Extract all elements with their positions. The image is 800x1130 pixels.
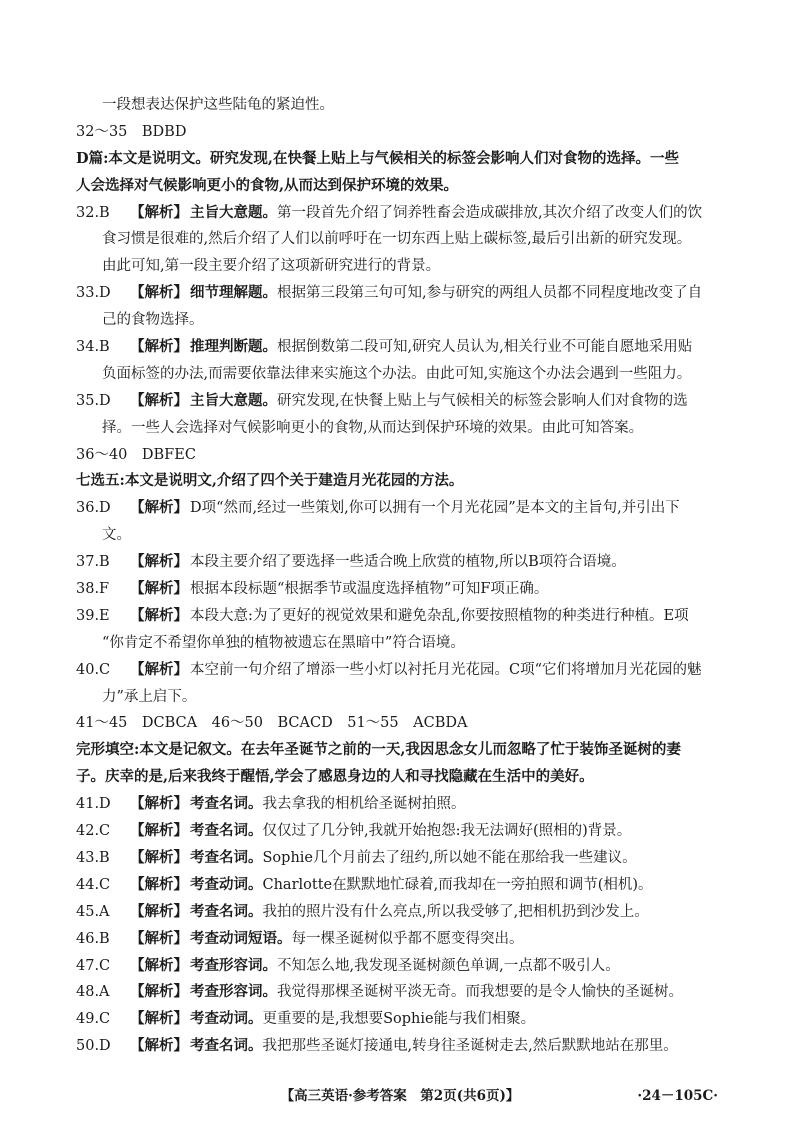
answer-item xyxy=(76,499,728,517)
answer-item xyxy=(76,1010,728,1028)
continuation-line xyxy=(76,634,728,652)
analysis-tag: 【解析】 xyxy=(130,660,188,678)
continuation-line xyxy=(76,688,728,706)
continuation-line xyxy=(76,96,728,114)
summary-text: 人会选择对气候影响更小的食物,从而达到保护环境的效果。 xyxy=(76,176,459,194)
question-type: 考查名词。 xyxy=(190,822,263,840)
question-type: 考查形容词。 xyxy=(190,956,277,974)
item-number: 49.C xyxy=(76,1011,111,1028)
continuation-line xyxy=(76,419,728,437)
question-type: 考查动词。 xyxy=(190,1010,263,1028)
question-type: 考查动词。 xyxy=(190,875,263,893)
answer-item xyxy=(76,204,728,222)
answer-item xyxy=(76,392,728,410)
question-type: 主旨大意题。 xyxy=(190,203,277,221)
footer-code: ·24－105C· xyxy=(637,1088,718,1104)
item-text: 我把那些圣诞灯接通电,转身往圣诞树走去,然后默默地站在那里。 xyxy=(262,1038,678,1055)
analysis-tag: 【解析】 xyxy=(130,580,188,598)
answer-item xyxy=(76,876,728,894)
analysis-tag: 【解析】 xyxy=(130,338,188,356)
answer-item xyxy=(76,903,728,921)
item-text: 我去拿我的相机给圣诞树拍照。 xyxy=(262,796,466,813)
analysis-tag: 【解析】 xyxy=(130,875,188,893)
page-footer xyxy=(0,1087,800,1105)
analysis-tag: 【解析】 xyxy=(130,203,188,221)
answer-key-content xyxy=(76,96,728,1064)
line-text: 文。 xyxy=(102,527,131,544)
item-text: Sophie几个月前去了纽约,所以她不能在那给我一些建议。 xyxy=(262,849,637,866)
item-number: 41.D xyxy=(76,796,111,813)
item-number: 39.E xyxy=(76,607,110,624)
analysis-tag: 【解析】 xyxy=(130,795,188,813)
question-type: 考查名词。 xyxy=(190,848,263,866)
line-text: 力”承上启下。 xyxy=(102,688,197,705)
analysis-tag: 【解析】 xyxy=(130,553,188,571)
answer-group xyxy=(76,123,728,141)
analysis-tag: 【解析】 xyxy=(130,606,188,624)
item-text: 每一棵圣诞树似乎都不愿变得突出。 xyxy=(291,930,524,947)
item-number: 48.A xyxy=(76,984,110,1001)
analysis-tag: 【解析】 xyxy=(130,956,188,974)
item-number: 46.B xyxy=(76,930,110,947)
answer-item xyxy=(76,338,728,356)
item-text: 仅仅过了几分钟,我就开始抱怨:我无法调好(照相的)背景。 xyxy=(262,823,632,840)
item-number: 42.C xyxy=(76,823,111,840)
section-summary xyxy=(76,150,728,168)
answer-item xyxy=(76,822,728,840)
item-number: 50.D xyxy=(76,1038,111,1055)
item-number: 34.B xyxy=(76,339,110,356)
summary-text: D篇:本文是说明文。研究发现,在快餐上贴上与气候相关的标签会影响人们对食物的选择。一些 xyxy=(76,149,679,167)
analysis-tag: 【解析】 xyxy=(130,1010,188,1028)
continuation-line xyxy=(76,230,728,248)
summary-text: 子。庆幸的是,后来我终于醒悟,学会了感恩身边的人和寻找隐藏在生活中的美好。 xyxy=(76,768,594,786)
answer-item xyxy=(76,983,728,1001)
item-text: 根据倒数第二段可知,研究人员认为,相关行业不可能自愿地采用贴 xyxy=(277,339,693,356)
answer-item xyxy=(76,580,728,598)
answer-group xyxy=(76,714,728,732)
answer-item xyxy=(76,284,728,302)
item-text: 更重要的是,我想要Sophie能与我们相聚。 xyxy=(262,1011,536,1028)
item-number: 37.B xyxy=(76,554,110,571)
analysis-tag: 【解析】 xyxy=(130,848,188,866)
item-text: 不知怎么地,我发现圣诞树颜色单调,一点都不吸引人。 xyxy=(277,957,620,974)
summary-text: 七选五:本文是说明文,介绍了四个关于建造月光花园的方法。 xyxy=(76,472,464,490)
item-number: 36.D xyxy=(76,500,111,517)
line-text: 择。一些人会选择对气候影响更小的食物,从而达到保护环境的效果。由此可知答案。 xyxy=(102,419,644,436)
item-text: 本段大意:为了更好的视觉效果和避免杂乱,你要按照植物的种类进行种植。E项 xyxy=(190,607,689,624)
line-text: “你肯定不希望你单独的植物被遗忘在黑暗中”符合语境。 xyxy=(102,634,465,651)
continuation-line xyxy=(76,526,728,544)
question-type: 考查形容词。 xyxy=(190,983,277,1001)
item-number: 43.B xyxy=(76,849,110,866)
item-number: 40.C xyxy=(76,661,111,678)
analysis-tag: 【解析】 xyxy=(130,929,188,947)
continuation-line xyxy=(76,311,728,329)
line-text: 由此可知,第一段主要介绍了这项新研究进行的背景。 xyxy=(102,258,441,275)
item-number: 35.D xyxy=(76,392,111,409)
item-text: 我拍的照片没有什么亮点,所以我受够了,把相机扔到沙发上。 xyxy=(262,903,649,920)
question-type: 考查动词短语。 xyxy=(190,929,292,947)
section-summary xyxy=(76,768,728,786)
item-text: 本空前一句介绍了增添一些小灯以衬托月光花园。C项“它们将增加月光花园的魅 xyxy=(190,661,702,678)
section-summary xyxy=(76,177,728,195)
question-type: 考查名词。 xyxy=(190,902,263,920)
item-text: D项“然而,经过一些策划,你可以拥有一个月光花园”是本文的主旨句,并引出下 xyxy=(190,500,680,517)
continuation-line xyxy=(76,257,728,275)
answer-item xyxy=(76,607,728,625)
analysis-tag: 【解析】 xyxy=(130,1037,188,1055)
line-text: 己的食物选择。 xyxy=(102,312,204,329)
item-text: 根据本段标题“根据季节或温度选择植物”可知F项正确。 xyxy=(190,581,549,598)
question-type: 主旨大意题。 xyxy=(190,391,277,409)
answer-item xyxy=(76,849,728,867)
item-text: 第一段首先介绍了饲养牲畜会造成碳排放,其次介绍了改变人们的饮 xyxy=(277,204,703,221)
answer-item xyxy=(76,930,728,948)
analysis-tag: 【解析】 xyxy=(130,391,188,409)
item-number: 38.F xyxy=(76,581,110,598)
answer-text: 36～40 DBFEC xyxy=(76,446,196,463)
line-text: 一段想表达保护这些陆龟的紧迫性。 xyxy=(102,97,334,113)
item-text: 研究发现,在快餐上贴上与气候相关的标签会影响人们对食物的选 xyxy=(277,392,688,409)
answer-item xyxy=(76,661,728,679)
question-type: 细节理解题。 xyxy=(190,284,277,302)
item-number: 45.A xyxy=(76,903,110,920)
answer-text: 41～45 DCBCA 46～50 BCACD 51～55 ACBDA xyxy=(76,715,468,732)
answer-text: 32～35 BDBD xyxy=(76,123,187,140)
footer-title: 【高三英语·参考答案 第2页(共6页)】 xyxy=(280,1088,520,1104)
analysis-tag: 【解析】 xyxy=(130,284,188,302)
section-summary xyxy=(76,472,728,490)
item-text: Charlotte在默默地忙碌着,而我却在一旁拍照和调节(相机)。 xyxy=(262,876,653,893)
answer-item xyxy=(76,553,728,571)
continuation-line xyxy=(76,365,728,383)
item-number: 32.B xyxy=(76,204,110,221)
item-text: 本段主要介绍了要选择一些适合晚上欣赏的植物,所以B项符合语境。 xyxy=(190,554,626,571)
summary-text: 完形填空:本文是记叙文。在去年圣诞节之前的一天,我因思念女儿而忽略了忙于装饰圣诞树的妻 xyxy=(76,741,681,759)
answer-item xyxy=(76,795,728,813)
item-number: 33.D xyxy=(76,285,111,302)
line-text: 负面标签的办法,而需要依靠法律来实施这个办法。由此可知,实施这个办法会遇到一些阻力。 xyxy=(102,365,692,382)
item-number: 44.C xyxy=(76,876,111,893)
answer-item xyxy=(76,1037,728,1055)
question-type: 推理判断题。 xyxy=(190,338,277,356)
analysis-tag: 【解析】 xyxy=(130,499,188,517)
item-text: 我觉得那棵圣诞树平淡无奇。而我想要的是令人愉快的圣诞树。 xyxy=(277,984,683,1001)
answer-group xyxy=(76,446,728,464)
analysis-tag: 【解析】 xyxy=(130,983,188,1001)
item-number: 47.C xyxy=(76,957,111,974)
answer-item xyxy=(76,957,728,975)
question-type: 考查名词。 xyxy=(190,1037,263,1055)
analysis-tag: 【解析】 xyxy=(130,822,188,840)
question-type: 考查名词。 xyxy=(190,795,263,813)
analysis-tag: 【解析】 xyxy=(130,902,188,920)
item-text: 根据第三段第三句可知,参与研究的两组人员都不同程度地改变了自 xyxy=(277,285,703,302)
section-summary xyxy=(76,741,728,759)
line-text: 食习惯是很难的,然后介绍了人们以前呼吁在一切东西上贴上碳标签,最后引出新的研究发现。 xyxy=(102,231,692,248)
